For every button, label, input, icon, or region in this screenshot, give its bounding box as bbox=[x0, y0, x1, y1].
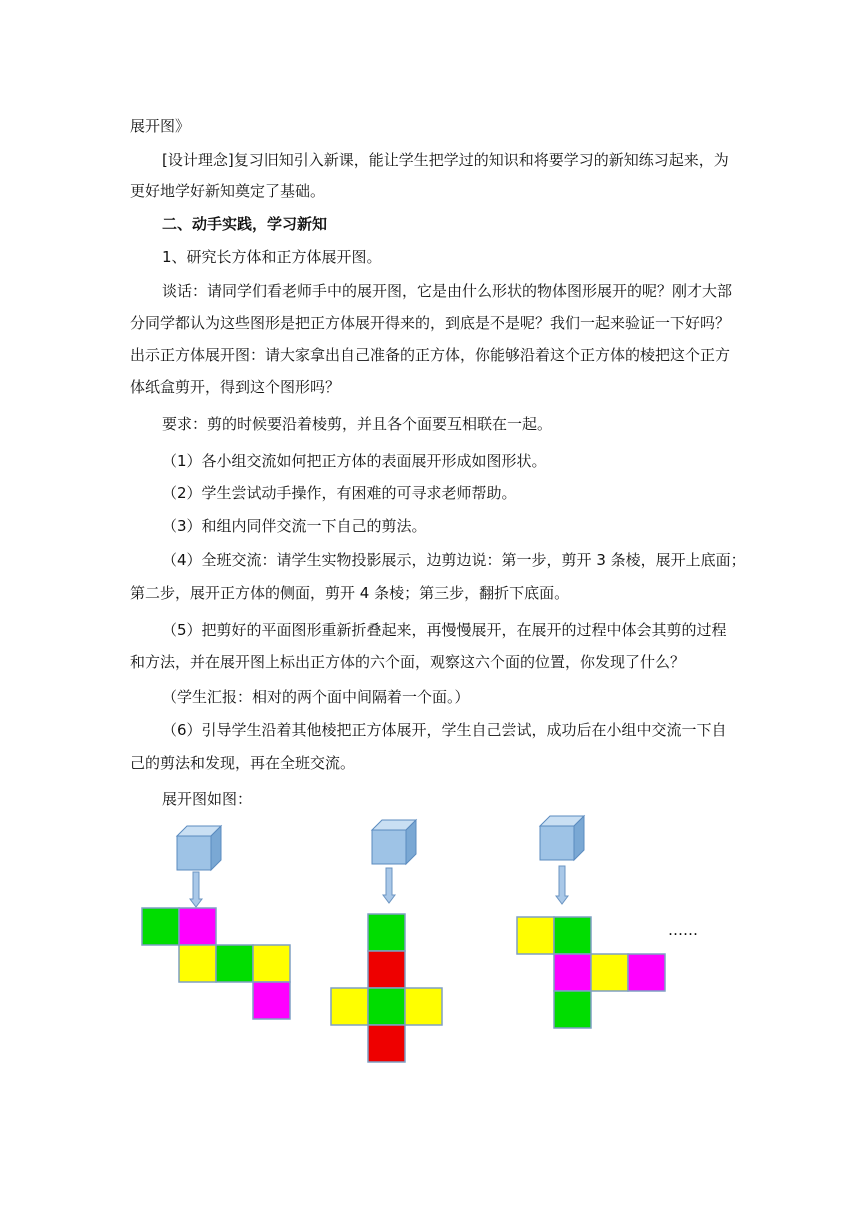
net-1-face-4 bbox=[216, 945, 253, 982]
net-2 bbox=[331, 914, 442, 1062]
net-2-face-6 bbox=[368, 1025, 405, 1062]
net-3-face-1 bbox=[517, 917, 554, 954]
text-line-14: （4）全班交流：请学生实物投影展示，边剪边说：第一步，剪开 3 条棱，展开上底面； bbox=[162, 551, 746, 569]
text-line-4: 二、动手实践，学习新知 bbox=[162, 215, 328, 233]
net-3-face-4 bbox=[591, 954, 628, 991]
text-line-16: （5）把剪好的平面图形重新折叠起来，再慢慢展开，在展开的过程中体会其剪的过程 bbox=[162, 621, 727, 639]
text-line-10: 要求：剪的时候要沿着棱剪，并且各个面要互相联在一起。 bbox=[162, 415, 553, 433]
text-line-15: 第二步，展开正方体的侧面，剪开 4 条棱；第三步，翻折下底面。 bbox=[130, 584, 570, 602]
net-3-face-3 bbox=[554, 954, 591, 991]
net-1-face-6 bbox=[253, 982, 290, 1019]
down-arrow-icon-2 bbox=[383, 868, 395, 903]
text-line-2: [设计理念]复习旧知引入新课，能让学生把学过的知识和将要学习的新知练习起来，为 bbox=[162, 151, 729, 169]
text-line-7: 分同学都认为这些图形是把正方体展开得来的，到底是不是呢？我们一起来验证一下好吗？ bbox=[130, 314, 731, 332]
net-2-face-3 bbox=[331, 988, 368, 1025]
cube-icon-2 bbox=[372, 820, 416, 864]
text-line-3: 更好地学好新知奠定了基础。 bbox=[130, 182, 326, 200]
text-line-13: （3）和组内同伴交流一下自己的剪法。 bbox=[162, 517, 427, 535]
net-3 bbox=[517, 917, 665, 1028]
text-line-21: 展开图如图： bbox=[162, 790, 253, 808]
cube-icon-3 bbox=[540, 816, 584, 860]
net-1 bbox=[142, 908, 290, 1019]
text-line-6: 谈话：请同学们看老师手中的展开图，它是由什么形状的物体图形展开的呢？刚才大部 bbox=[162, 282, 733, 300]
net-2-face-2 bbox=[368, 951, 405, 988]
text-line-11: （1）各小组交流如何把正方体的表面展开形成如图形状。 bbox=[162, 452, 547, 470]
net-2-face-5 bbox=[405, 988, 442, 1025]
text-line-19: （6）引导学生沿着其他棱把正方体展开，学生自己尝试，成功后在小组中交流一下自 bbox=[162, 721, 727, 739]
net-2-face-1 bbox=[368, 914, 405, 951]
net-1-face-3 bbox=[179, 945, 216, 982]
ellipsis-text: …… bbox=[668, 921, 698, 939]
net-2-face-4 bbox=[368, 988, 405, 1025]
net-1-face-5 bbox=[253, 945, 290, 982]
text-line-20: 己的剪法和发现，再在全班交流。 bbox=[130, 754, 356, 772]
text-line-8: 出示正方体展开图：请大家拿出自己准备的正方体，你能够沿着这个正方体的棱把这个正方 bbox=[130, 346, 731, 364]
text-line-5: 1、研究长方体和正方体展开图。 bbox=[162, 248, 382, 266]
down-arrow-icon-3 bbox=[556, 866, 568, 904]
text-line-17: 和方法，并在展开图上标出正方体的六个面，观察这六个面的位置，你发现了什么？ bbox=[130, 653, 686, 671]
net-3-face-5 bbox=[628, 954, 665, 991]
down-arrow-icon-1 bbox=[190, 872, 202, 907]
cube-icon-1 bbox=[177, 826, 221, 870]
text-line-1: 展开图》 bbox=[130, 117, 191, 135]
text-line-12: （2）学生尝试动手操作，有困难的可寻求老师帮助。 bbox=[162, 484, 517, 502]
net-1-face-2 bbox=[179, 908, 216, 945]
net-1-face-1 bbox=[142, 908, 179, 945]
net-3-face-2 bbox=[554, 917, 591, 954]
net-3-face-6 bbox=[554, 991, 591, 1028]
text-line-9: 体纸盒剪开，得到这个图形吗？ bbox=[130, 378, 341, 396]
text-line-18: （学生汇报：相对的两个面中间隔着一个面。） bbox=[162, 688, 470, 706]
